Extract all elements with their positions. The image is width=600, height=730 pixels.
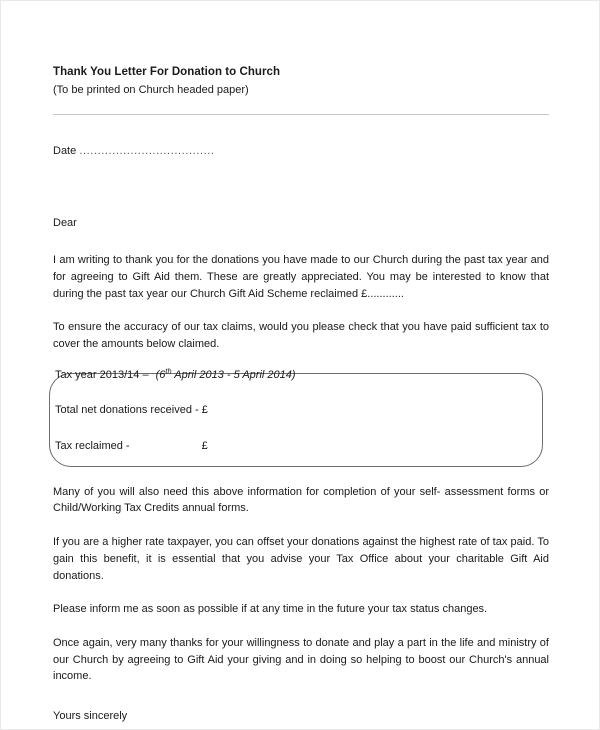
signoff: Yours sincerely [53, 710, 128, 723]
ordinal-suffix: th [165, 366, 172, 376]
total-net-donations-line: Total net donations received - £ [55, 404, 208, 417]
date-label: Date [53, 145, 77, 158]
body-paragraph-1: I am writing to thank you for the donations you have made to our Church during the past tax year and for agreeing to Gift Aid them. These are greatly appreciated. You may be interested to know that during the past tax year our Church Gift Aid Scheme reclaimed £............ [53, 254, 549, 300]
tax-year-line [55, 368, 525, 383]
body-paragraph-4: If you are a higher rate taxpayer, you can offset your donations against the highest rate of tax paid. To gain this benefit, it is essential that you advise your Tax Office about your charitable Gift Aid donations. [53, 536, 549, 582]
tax-year-period-prefix: (6 [155, 368, 166, 381]
salutation: Dear [53, 216, 77, 229]
body-paragraph-3: Many of you will also need this above information for completion of your self- assessment forms or Child/Working Tax Credits annual forms. [53, 485, 549, 515]
page-subtitle: (To be printed on Church headed paper) [53, 83, 249, 96]
tax-reclaimed-line [55, 419, 525, 454]
letter-content [53, 1, 549, 725]
body-paragraph-5: Please inform me as soon as possible if at any time in the future your tax status changes. [53, 603, 488, 616]
tax-year-period-suffix: April 2013 - 5 April 2014) [171, 368, 296, 381]
amounts-box-content [55, 368, 525, 454]
tax-reclaimed-label: Tax reclaimed - [55, 439, 130, 452]
tax-year-period [149, 366, 296, 381]
date-dotted-fill: ..................................... [79, 145, 215, 158]
tax-reclaimed-currency: £ [201, 439, 208, 452]
date-line [53, 144, 549, 159]
header-divider [53, 114, 549, 115]
body-paragraph-2: To ensure the accuracy of our tax claims, would you please check that you have paid sufficient tax to cover the amounts below claimed. [53, 321, 549, 351]
body-paragraph-6: Once again, very many thanks for your willingness to donate and play a part in the life and ministry of our Church by agreeing to Gift Aid your giving and in doing so helping to boost our Church's annual income. [53, 637, 549, 683]
page-title: Thank You Letter For Donation to Church [53, 66, 281, 78]
tax-year-label: Tax year 2013/14 – [55, 368, 149, 381]
amounts-summary-box [49, 366, 543, 467]
